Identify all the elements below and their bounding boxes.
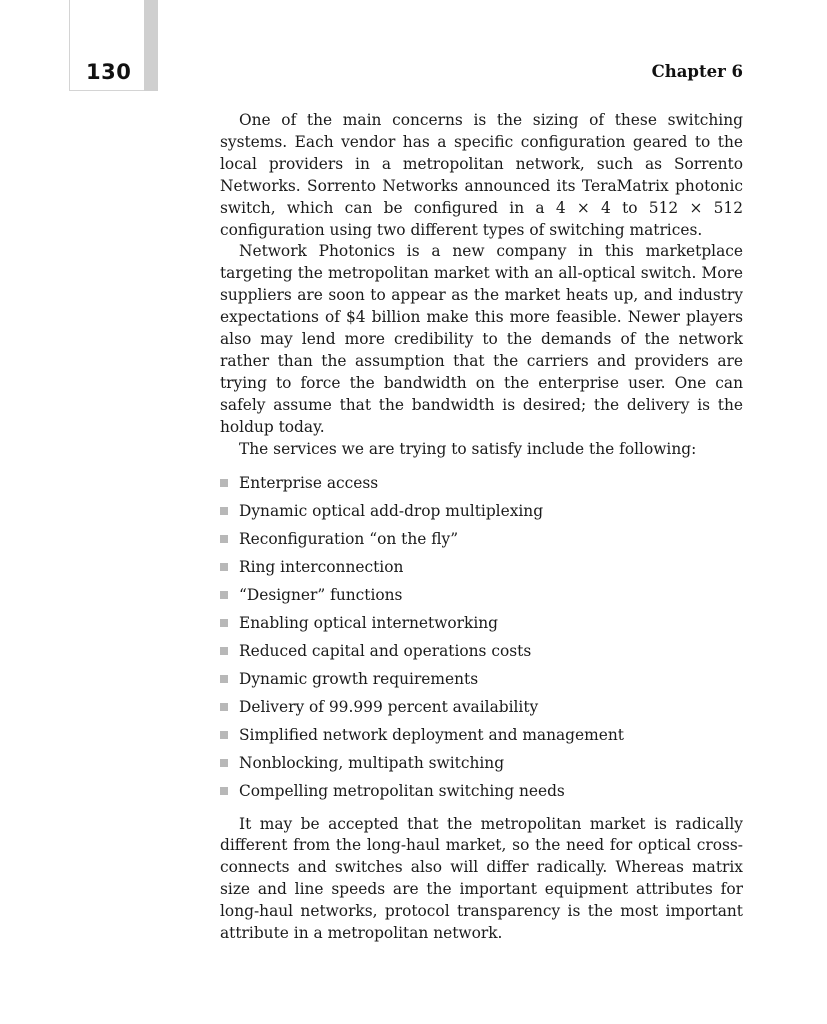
page-number: 130 (86, 60, 132, 84)
square-bullet-icon (220, 563, 228, 571)
closing-paragraph: It may be accepted that the metropolitan market is radically different from the long-haul market, so the need for optical cross-connects and switches also will differ radically. Whereas matrix size and line speeds are the important equipment attributes for long-haul networks, protocol transparency is the most important attribute in a metropolitan network. (220, 814, 743, 943)
square-bullet-icon (220, 675, 228, 683)
list-item (220, 721, 743, 749)
list-item-text: Reconfiguration “on the fly” (239, 529, 459, 548)
list-item (220, 777, 743, 805)
paragraph: The services we are trying to satisfy include the following: (239, 439, 697, 458)
list-item (220, 665, 743, 693)
square-bullet-icon (220, 535, 228, 543)
list-item-text: Delivery of 99.999 percent availability (239, 697, 539, 716)
services-list (220, 469, 743, 805)
list-item (220, 609, 743, 637)
square-bullet-icon (220, 731, 228, 739)
paragraph: Network Photonics is a new company in this marketplace targeting the metropolitan market with an all-optical switch. More suppliers are soon to appear as the market heats up, and industry expectations of $4 billion make this more feasible. Newer players also may lend more credibility to the demands of the network rather than the assumption that the carriers and providers are trying to force the bandwidth on the enterprise user. One can safely assume that the bandwidth is desired; the delivery is the holdup today. (220, 242, 743, 436)
list-item-text: “Designer” functions (239, 585, 403, 604)
list-item (220, 693, 743, 721)
page-tab-bar (144, 0, 158, 91)
list-item (220, 581, 743, 609)
list-item-text: Reduced capital and operations costs (239, 641, 532, 660)
list-item-text: Dynamic growth requirements (239, 669, 479, 688)
list-item (220, 469, 743, 497)
chapter-header: Chapter 6 (651, 62, 743, 81)
body-text (220, 110, 743, 945)
list-item (220, 749, 743, 777)
list-item (220, 553, 743, 581)
square-bullet-icon (220, 507, 228, 515)
list-item (220, 525, 743, 553)
paragraph: One of the main concerns is the sizing of these switching systems. Each vendor has a specific configuration geared to the local providers in a metropolitan network, such as Sorrento Networks. Sorrento Networks announced its TeraMatrix photonic switch, which can be configured in a 4 × 4 to 512 × 512 configuration using two different types of switching matrices. (220, 111, 743, 239)
square-bullet-icon (220, 479, 228, 487)
list-item (220, 497, 743, 525)
list-item-text: Enterprise access (239, 473, 379, 492)
square-bullet-icon (220, 703, 228, 711)
list-item (220, 637, 743, 665)
list-item-text: Compelling metropolitan switching needs (239, 781, 565, 800)
square-bullet-icon (220, 647, 228, 655)
square-bullet-icon (220, 619, 228, 627)
square-bullet-icon (220, 787, 228, 795)
list-item-text: Nonblocking, multipath switching (239, 753, 505, 772)
list-item-text: Dynamic optical add-drop multiplexing (239, 501, 544, 520)
list-item-text: Simplified network deployment and management (239, 725, 624, 744)
square-bullet-icon (220, 591, 228, 599)
list-item-text: Enabling optical internetworking (239, 613, 499, 632)
list-item-text: Ring interconnection (239, 557, 404, 576)
square-bullet-icon (220, 759, 228, 767)
